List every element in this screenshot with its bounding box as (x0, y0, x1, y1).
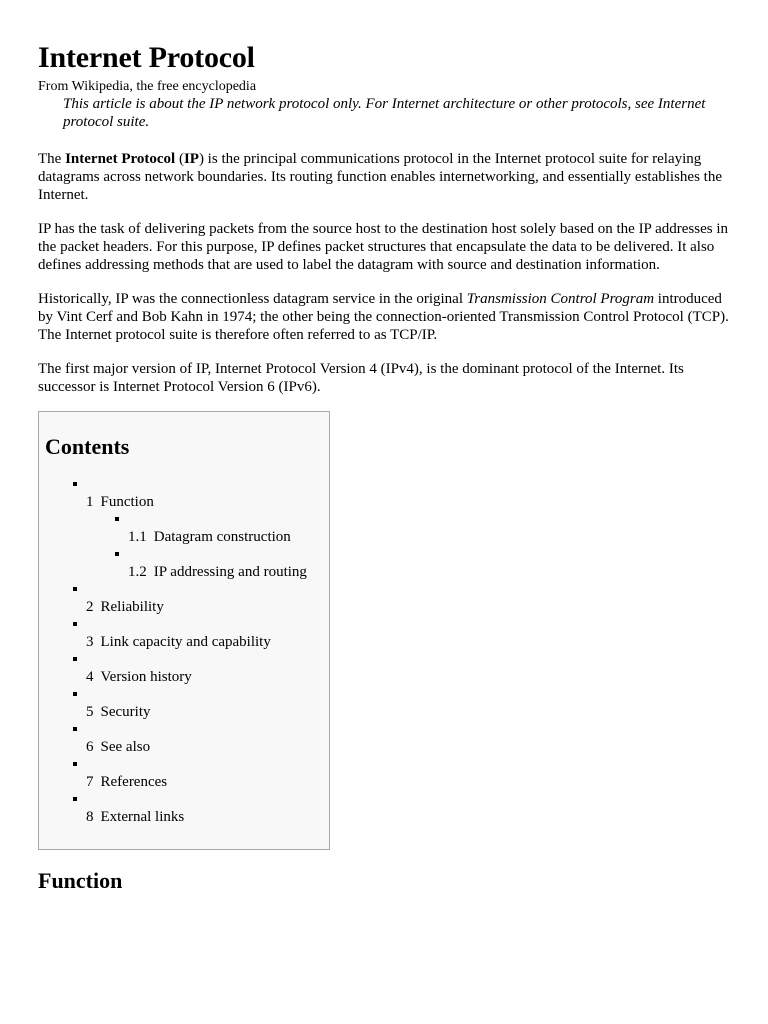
bullet-icon (73, 762, 77, 766)
bullet-icon (115, 552, 119, 556)
toc-item-datagram-construction[interactable] (45, 517, 329, 552)
intro-paragraph-3 (38, 290, 738, 344)
toc-entry (86, 598, 164, 616)
toc-entry (86, 633, 271, 651)
toc-number: 1.2 (128, 564, 147, 580)
table-of-contents (38, 411, 330, 850)
toc-number: 2 (86, 599, 94, 615)
section-heading-function: Function (38, 868, 123, 893)
bullet-icon (73, 622, 77, 626)
bullet-icon (73, 727, 77, 731)
toc-item-link-capacity[interactable] (45, 622, 329, 657)
toc-label: References (100, 774, 168, 790)
toc-entry (86, 738, 150, 756)
p3-pre: Historically, IP was the connectionless datagram service in the original (38, 291, 467, 307)
toc-label: Link capacity and capability (100, 634, 271, 650)
p1-mid: ( (175, 151, 184, 167)
toc-number: 3 (86, 634, 94, 650)
toc-number: 6 (86, 739, 94, 755)
article-page (38, 38, 738, 895)
p1-rest: ) is the principal communications protocol in the Internet protocol suite for relaying datagrams across network boundaries. Its routing function enables internetworking, and essentially establishes the Internet. (38, 151, 722, 203)
toc-label: Datagram construction (153, 529, 291, 545)
p1-pre: The (38, 151, 66, 167)
toc-entry (128, 528, 291, 546)
toc-label: Function (100, 494, 154, 510)
bullet-icon (73, 482, 77, 486)
toc-item-external-links[interactable] (45, 797, 329, 832)
toc-entry (86, 493, 154, 511)
bullet-icon (73, 657, 77, 661)
bullet-icon (73, 587, 77, 591)
toc-entry (86, 668, 192, 686)
toc-entry (86, 703, 151, 721)
p3-rest: introduced by Vint Cerf and Bob Kahn in 1974; the other being the connection-oriented Transmission Control Protocol (TCP). The Internet protocol suite is therefore often referred to as TCP/IP. (38, 291, 729, 343)
bullet-icon (73, 797, 77, 801)
intro-paragraph-1 (38, 150, 738, 204)
page-subtitle: From Wikipedia, the free encyclopedia (38, 79, 257, 94)
toc-number: 1.1 (128, 529, 147, 545)
toc-item-version-history[interactable] (45, 657, 329, 692)
toc-number: 5 (86, 704, 94, 720)
toc-item-security[interactable] (45, 692, 329, 727)
intro-paragraph-2: IP has the task of delivering packets from the source host to the destination host solely based on the IP addresses in the packet headers. For this purpose, IP defines packet structures that encapsulate the data to be delivered. It also defines addressing methods that are used to label the datagram with source and destination information. (38, 221, 728, 273)
toc-item-see-also[interactable] (45, 727, 329, 762)
toc-item-ip-addressing-and-routing[interactable] (45, 552, 329, 587)
hatnote: This article is about the IP network protocol only. For Internet architecture or other protocols, see Internet protocol suite. (63, 96, 706, 130)
p1-bold-abbr: IP (183, 151, 199, 167)
toc-item-references[interactable] (45, 762, 329, 797)
toc-label: Reliability (100, 599, 164, 615)
toc-item-reliability[interactable] (45, 587, 329, 622)
bullet-icon (115, 517, 119, 521)
p1-bold-term: Internet Protocol (65, 151, 176, 167)
toc-number: 8 (86, 809, 94, 825)
p3-italic: Transmission Control Program (466, 291, 655, 307)
toc-number: 1 (86, 494, 94, 510)
intro-paragraph-4: The first major version of IP, Internet Protocol Version 4 (IPv4), is the dominant protocol of the Internet. Its successor is Internet Protocol Version 6 (IPv6). (38, 361, 684, 395)
toc-label: Security (100, 704, 151, 720)
toc-entry (86, 773, 167, 791)
toc-entry (128, 563, 307, 581)
toc-number: 7 (86, 774, 94, 790)
toc-entry (86, 808, 184, 826)
toc-label: IP addressing and routing (153, 564, 307, 580)
bullet-icon (73, 692, 77, 696)
toc-number: 4 (86, 669, 94, 685)
toc-list (45, 482, 329, 832)
toc-label: External links (100, 809, 185, 825)
page-title: Internet Protocol (38, 41, 255, 74)
toc-label: See also (100, 739, 151, 755)
toc-label: Version history (100, 669, 192, 685)
toc-title: Contents (45, 434, 130, 459)
toc-item-function[interactable] (45, 482, 329, 517)
